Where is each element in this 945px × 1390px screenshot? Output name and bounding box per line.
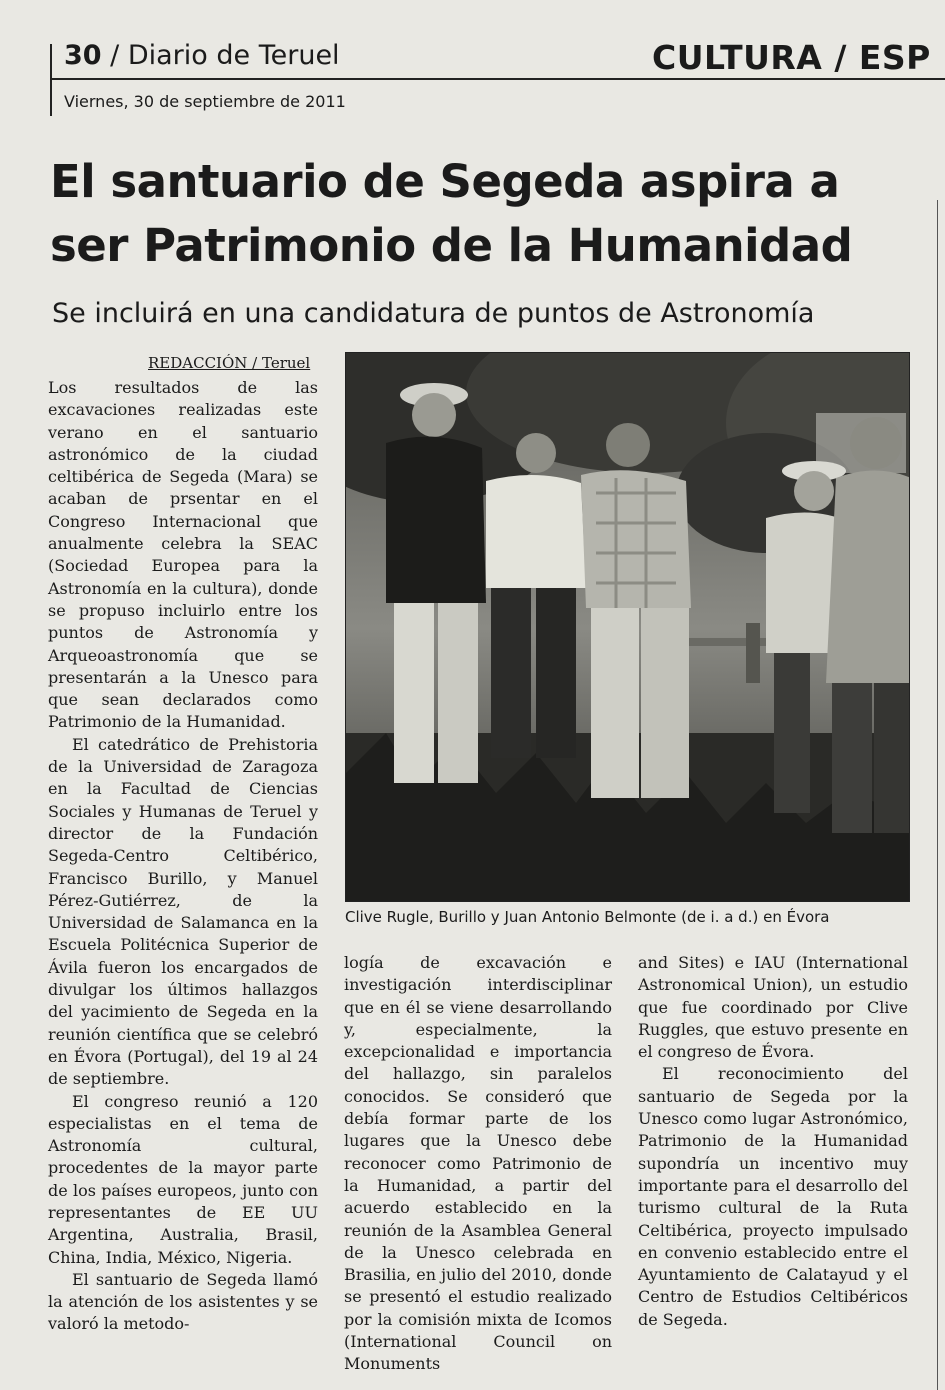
- header-horizontal-rule: [50, 78, 945, 80]
- article-column-1: [48, 377, 318, 1336]
- photo-illustration: [346, 353, 910, 902]
- paragraph: El reconocimiento del santuario de Segeda por la Unesco como lugar Astronómico, Patrimonio de la Humanidad supondría un incentivo muy importante para el desarrollo del turismo cultural de la Ruta Celtibérica, proyecto impulsado en convenio establecido entre el Ayuntamiento de Calatayud y el Centro de Estudios Celtibéricos de Segeda.: [638, 1064, 908, 1329]
- paragraph: El santuario de Segeda llamó la atención de los asistentes y se valoró la metodo-: [48, 1269, 318, 1334]
- article-column-2: [344, 952, 612, 1376]
- issue-date: Viernes, 30 de septiembre de 2011: [64, 92, 346, 111]
- section-label: CULTURA / ESP: [652, 38, 931, 77]
- paragraph: El congreso reunió a 120 especialistas en el tema de Astronomía cultural, procedentes de la mayor parte de los países europeos, junto con representantes de EE UU Argentina, Australia, Brasil, China, India, México, Nigeria.: [48, 1091, 318, 1267]
- paragraph: El catedrático de Prehistoria de la Universidad de Zaragoza en la Facultad de Ciencias Sociales y Humanas de Teruel y director de la Fundación Segeda-Centro Celtibérico, Francisco Burillo, y Manuel Pérez-Gutiérrez, de la Universidad de Salamanca en la Escuela Politécnica Superior de Ávila fueron los encargados de divulgar los últimos hallazgos del yacimiento de Segeda en la reunión científica que se celebró en Évora (Portugal), del 19 al 24 de septiembre.: [48, 734, 318, 1089]
- photo-caption: Clive Rugle, Burillo y Juan Antonio Belmonte (de i. a d.) en Évora: [345, 908, 830, 926]
- masthead: [64, 40, 340, 71]
- subheadline: Se incluirá en una candidatura de puntos de Astronomía: [52, 298, 815, 329]
- page-number: 30: [64, 40, 102, 71]
- masthead-separator: /: [101, 40, 128, 71]
- paragraph: and Sites) e IAU (International Astronomical Union), un estudio que fue coordinado por Clive Ruggles, que estuvo presente en el congreso de Évora.: [638, 953, 908, 1062]
- paragraph: Los resultados de las excavaciones realizadas este verano en el santuario astronómico de la ciudad celtibérica de Segeda (Mara) se acaban de prsentar en el Congreso Internacional que anualmente celebra la SEAC (Sociedad Europea para la Astronomía en la cultura), donde se propuso incluirlo entre los puntos de Astronomía y Arqueoastronomía que se presentarán a la Unesco para que sean declarados como Patrimonio de la Humanidad.: [48, 378, 318, 732]
- byline: REDACCIÓN / Teruel: [148, 354, 311, 372]
- newspaper-name: Diario de Teruel: [127, 40, 340, 71]
- article-column-3: [638, 952, 908, 1331]
- column-rule: [937, 200, 938, 1390]
- article-photo: [345, 352, 910, 902]
- paragraph: logía de excavación e investigación interdisciplinar que en él se viene desarrollando y, especialmente, la excepcionalidad e importancia del hallazgo, sin paralelos conocidos. Se consideró que debía formar parte de los lugares que la Unesco debe reconocer como Patrimonio de la Humanidad, a partir del acuerdo establecido en la reunión de la Asamblea General de la Unesco celebrada en Brasilia, en julio del 2010, donde se presentó el estudio realizado por la comisión mixta de Icomos (International Council on Monuments: [344, 953, 612, 1374]
- headline: El santuario de Segeda aspira a ser Patrimonio de la Humanidad: [50, 155, 853, 272]
- header-vertical-rule: [50, 44, 52, 116]
